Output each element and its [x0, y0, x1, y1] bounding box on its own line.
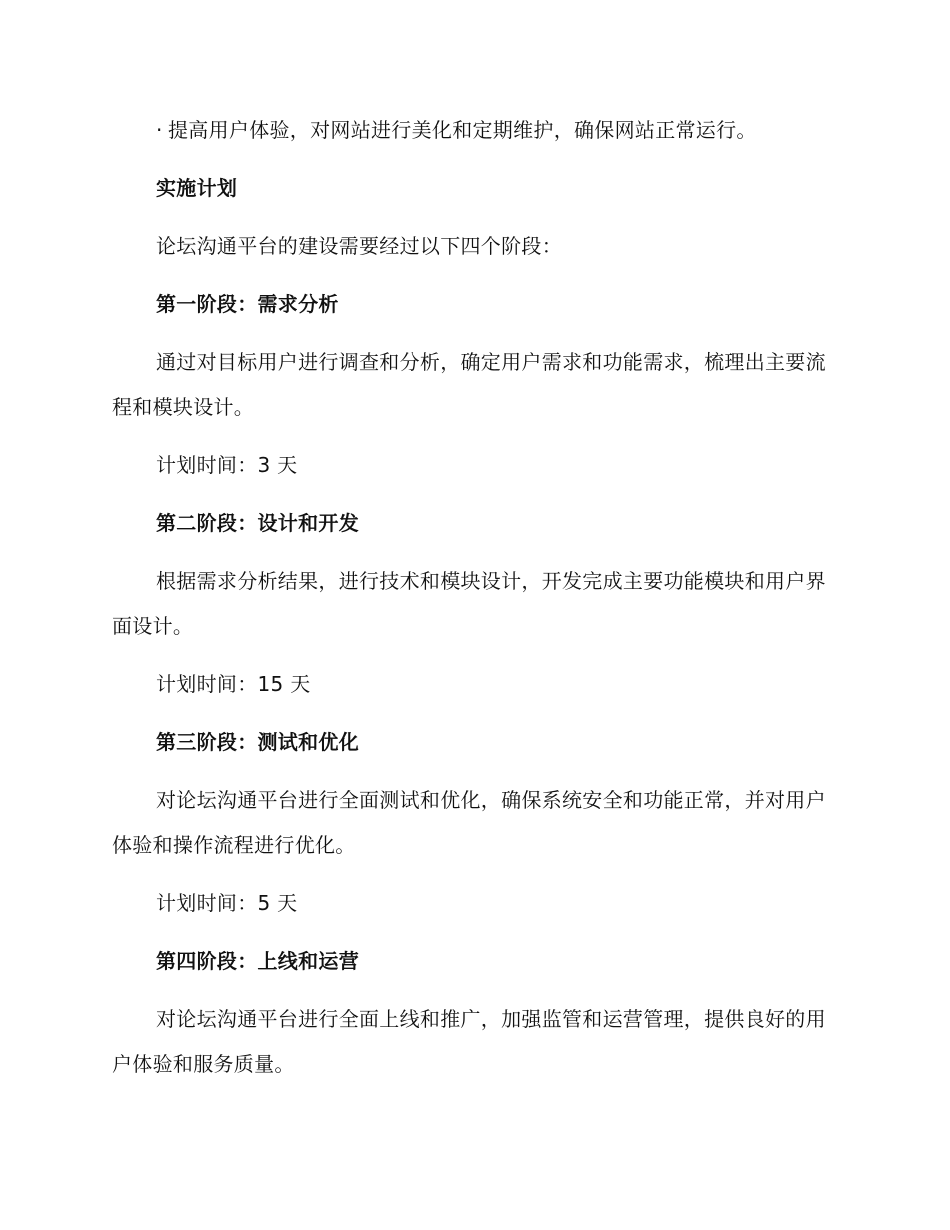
phase-1-description: 通过对目标用户进行调查和分析，确定用户需求和功能需求，梳理出主要流程和模块设计。: [112, 350, 826, 419]
phase-2-description: 根据需求分析结果，进行技术和模块设计，开发完成主要功能模块和用户界面设计。: [112, 569, 826, 638]
section-heading: 实施计划: [156, 176, 238, 200]
bullet-marker: ·: [156, 118, 163, 142]
phase-3-description: 对论坛沟通平台进行全面测试和优化，确保系统安全和功能正常，并对用户体验和操作流程进行优化。: [112, 788, 826, 857]
phase-4-title: 第四阶段：上线和运营: [156, 949, 359, 973]
phase-2-time: 计划时间：15 天: [156, 672, 311, 696]
phase-2-title: 第二阶段：设计和开发: [156, 511, 359, 535]
intro-paragraph: 论坛沟通平台的建设需要经过以下四个阶段：: [156, 234, 562, 258]
phase-1-title: 第一阶段：需求分析: [156, 292, 339, 316]
phase-4-description: 对论坛沟通平台进行全面上线和推广，加强监管和运营管理，提供良好的用户体验和服务质量。: [112, 1007, 826, 1076]
document-body: [112, 108, 830, 1100]
phase-3-time: 计划时间：5 天: [156, 891, 298, 915]
bullet-item: [112, 108, 830, 153]
phase-3-title: 第三阶段：测试和优化: [156, 730, 359, 754]
phase-1-time: 计划时间：3 天: [156, 453, 298, 477]
bullet-text: 提高用户体验，对网站进行美化和定期维护，确保网站正常运行。: [168, 118, 757, 142]
